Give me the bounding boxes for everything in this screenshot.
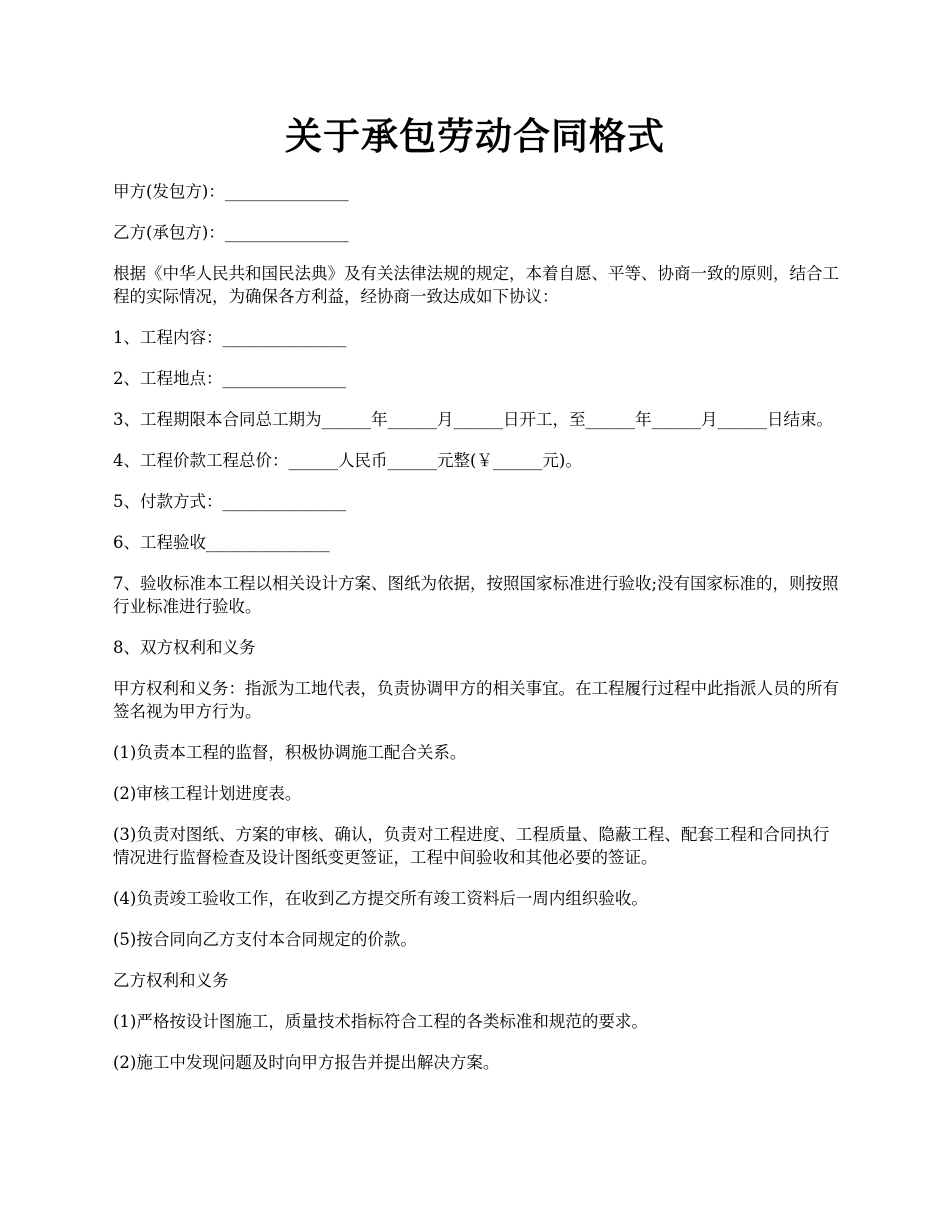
party-a-item-5: (5)按合同向乙方支付本合同规定的价款。: [113, 930, 417, 949]
clause-2-project-location: 2、工程地点：_______________: [113, 369, 347, 388]
clause-4-project-price: 4、工程价款工程总价：______人民币______元整(￥______元)。: [113, 451, 582, 470]
party-a-item-4: (4)负责竣工验收工作，在收到乙方提交所有竣工资料后一周内组织验收。: [113, 889, 648, 908]
clause-3-project-term: 3、工程期限本合同总工期为______年______月______日开工，至______年______月______日结束。: [113, 410, 833, 429]
clause-6-acceptance: 6、工程验收_______________: [113, 533, 330, 552]
clause-7-acceptance-standard: 7、验收标准本工程以相关设计方案、图纸为依据，按照国家标准进行验收;没有国家标准的，则按照行业标准进行验收。: [113, 574, 839, 616]
clause-1-project-content: 1、工程内容：_______________: [113, 328, 347, 347]
party-a-rights-paragraph: 甲方权利和义务：指派为工地代表，负责协调甲方的相关事宜。在工程履行过程中此指派人员的所有签名视为甲方行为。: [113, 679, 839, 721]
party-b-item-2: (2)施工中发现问题及时向甲方报告并提出解决方案。: [113, 1053, 500, 1072]
preamble-paragraph: 根据《中华人民共和国民法典》及有关法律法规的规定，本着自愿、平等、协商一致的原则，结合工程的实际情况，为确保各方利益，经协商一致达成如下协议：: [113, 264, 839, 306]
document-body: [113, 180, 841, 1092]
party-a-line: 甲方(发包方)：_______________: [113, 182, 349, 201]
party-a-item-3: (3)负责对图纸、方案的审核、确认，负责对工程进度、工程质量、隐蔽工程、配套工程和合同执行情况进行监督检查及设计图纸变更签证，工程中间验收和其他必要的签证。: [113, 825, 830, 867]
party-a-item-1: (1)负责本工程的监督，积极协调施工配合关系。: [113, 743, 467, 762]
clause-8-rights-obligations: 8、双方权利和义务: [113, 638, 256, 657]
party-b-item-1: (1)严格按设计图施工，质量技术指标符合工程的各类标准和规范的要求。: [113, 1012, 648, 1031]
party-b-line: 乙方(承包方)：_______________: [113, 223, 349, 242]
party-b-rights-heading: 乙方权利和义务: [113, 971, 229, 990]
party-a-item-2: (2)审核工程计划进度表。: [113, 784, 302, 803]
document-title: 关于承包劳动合同格式: [285, 114, 665, 158]
clause-5-payment-method: 5、付款方式：_______________: [113, 492, 347, 511]
